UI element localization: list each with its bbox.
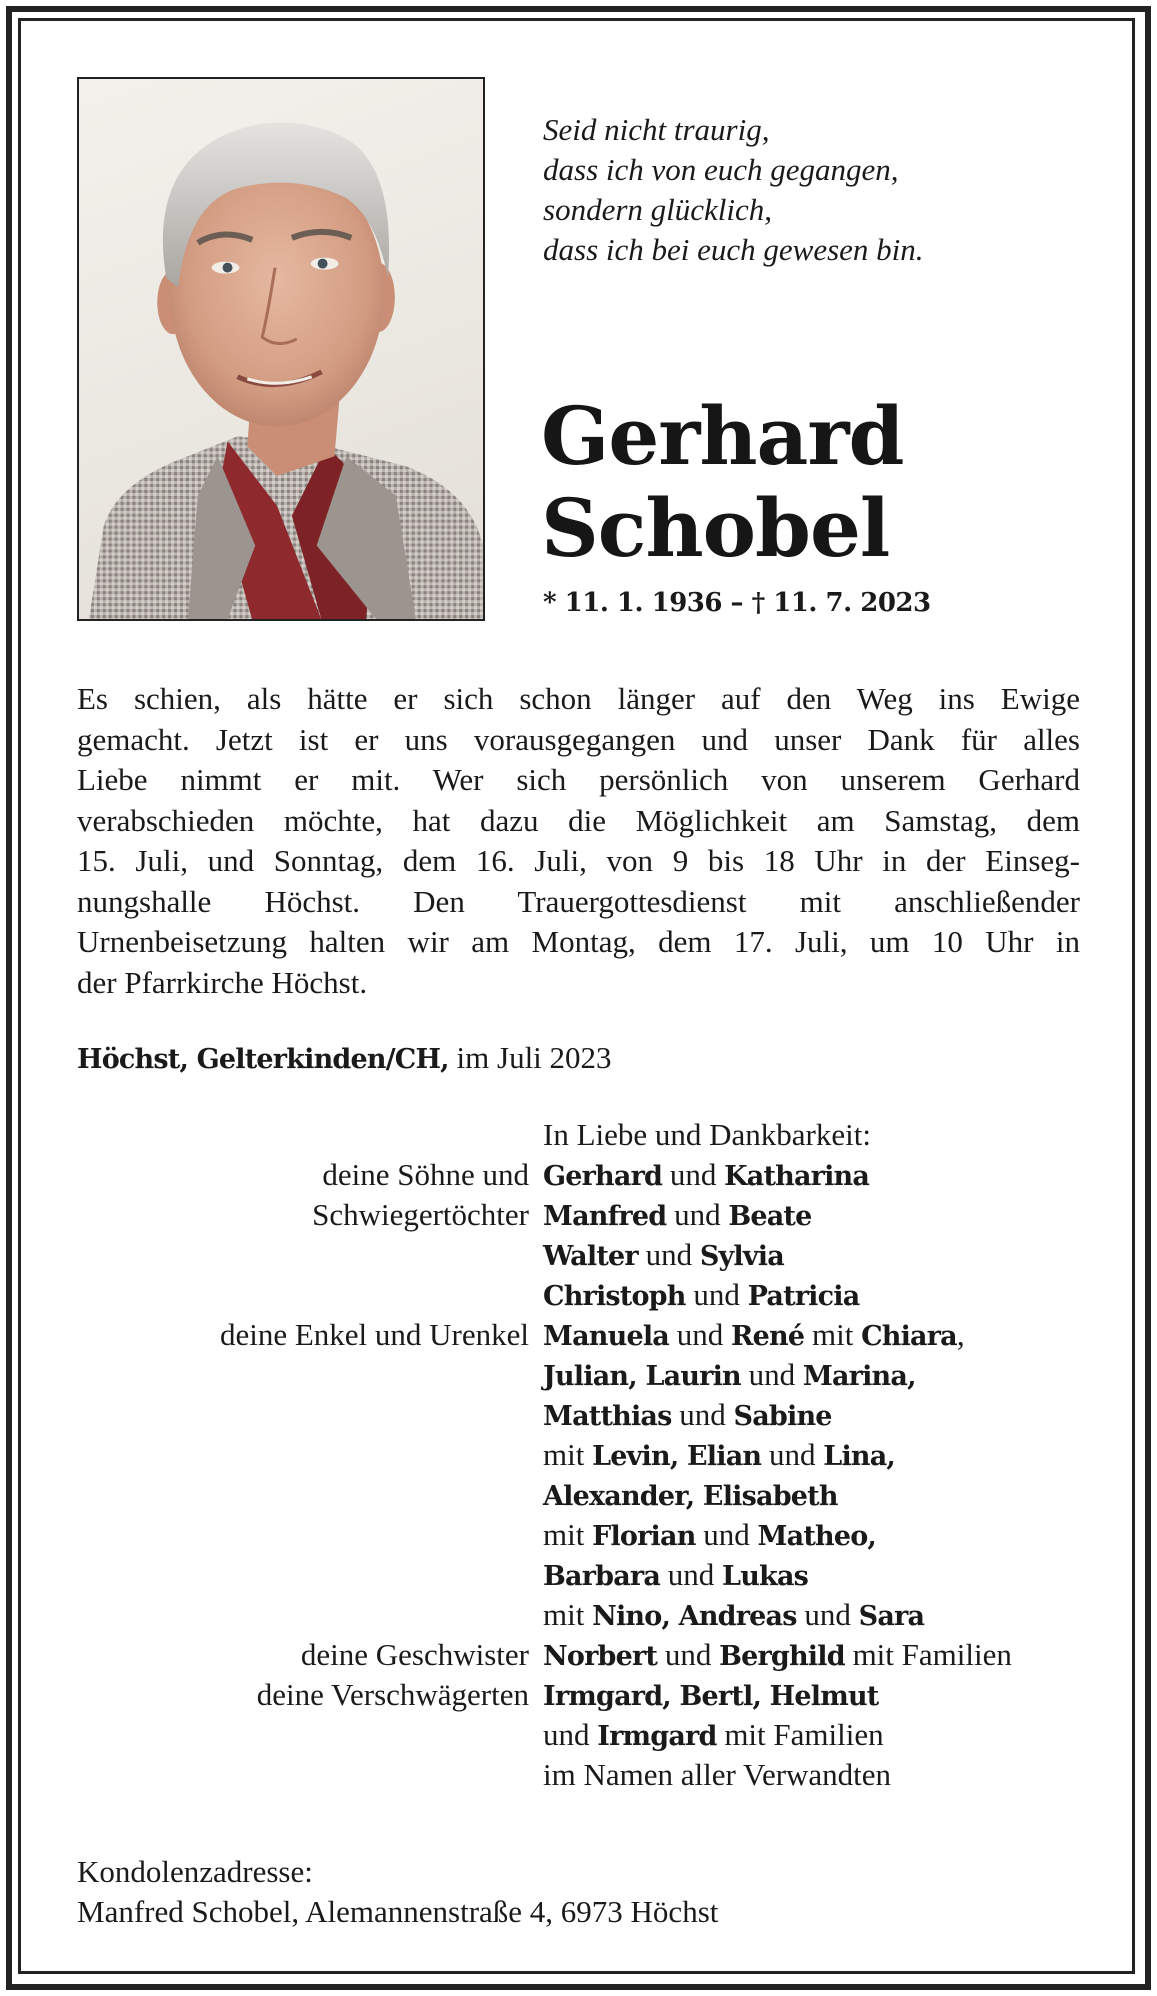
family-member-name: Alexander, Elisabeth — [543, 1481, 838, 1512]
family-names — [543, 1715, 884, 1757]
family-member-name: Marina, — [802, 1361, 916, 1392]
family-member-name: Norbert — [543, 1641, 658, 1672]
family-connector: mit — [543, 1437, 593, 1472]
first-name: Gerhard — [541, 389, 904, 483]
place-locations: Höchst, Gelterkinden/CH, — [77, 1044, 449, 1075]
text-line: Urnenbeisetzung halten wir am Montag, dem 17. Juli, um 10 Uhr in — [77, 924, 1080, 959]
family-connector: und — [685, 1277, 748, 1312]
quote-line: dass ich bei euch gewesen bin. — [543, 232, 924, 267]
text-line: der Pfarrkirche Höchst. — [77, 964, 368, 1000]
family-connector: und — [637, 1237, 700, 1272]
family-connector: und — [761, 1437, 824, 1472]
family-connector: mit — [543, 1597, 593, 1632]
mourners-list — [0, 1115, 1157, 1795]
family-member-name: Christoph — [543, 1281, 686, 1312]
family-intro-row — [0, 1115, 1157, 1155]
family-row — [0, 1395, 1157, 1435]
family-connector: , — [956, 1317, 965, 1352]
family-member-name: Sara — [858, 1601, 925, 1632]
family-member-name: Sylvia — [699, 1241, 784, 1272]
family-connector: mit — [804, 1317, 862, 1352]
family-row — [0, 1715, 1157, 1755]
family-connector: und — [666, 1197, 729, 1232]
family-row — [0, 1235, 1157, 1275]
family-member-name: Manfred — [543, 1201, 667, 1232]
family-names — [543, 1315, 965, 1357]
family-member-name: Beate — [728, 1201, 812, 1232]
portrait-illustration — [79, 79, 483, 619]
family-row — [0, 1155, 1157, 1195]
family-member-name: Lina, — [823, 1441, 896, 1472]
condolence-address — [77, 1852, 718, 1932]
family-connector: und — [657, 1637, 720, 1672]
family-member-name: Gerhard — [543, 1161, 663, 1192]
family-member-name: Julian, Laurin — [543, 1361, 741, 1392]
family-names — [543, 1595, 924, 1637]
family-relation: deine Geschwister — [300, 1637, 529, 1672]
announcement-text — [77, 679, 1080, 1003]
family-row — [0, 1435, 1157, 1475]
family-names — [543, 1475, 838, 1517]
family-relation: deine Verschwägerten — [256, 1677, 529, 1712]
family-member-name: Patricia — [747, 1281, 860, 1312]
family-member-name: Irmgard — [597, 1721, 717, 1752]
family-row — [0, 1315, 1157, 1355]
family-names — [543, 1755, 891, 1795]
family-member-name: René — [730, 1321, 805, 1352]
family-member-name: Matheo, — [757, 1521, 877, 1552]
text-line: gemacht. Jetzt ist er uns vorausgegangen und unser Dank für alles — [77, 721, 1080, 757]
quote-line: Seid nicht traurig, — [543, 112, 770, 147]
family-row — [0, 1755, 1157, 1795]
quote-line: dass ich von euch gegangen, — [543, 152, 899, 187]
family-member-name: Levin, Elian — [592, 1441, 762, 1472]
family-row — [0, 1515, 1157, 1555]
family-names — [543, 1515, 876, 1557]
place-and-date — [77, 1040, 612, 1076]
family-names — [543, 1675, 878, 1717]
text-line: Liebe nimmt er mit. Wer sich persönlich von unserem Gerhard — [77, 762, 1080, 797]
family-connector: im Namen aller Verwandten — [543, 1757, 892, 1792]
family-row — [0, 1555, 1157, 1595]
family-names — [543, 1195, 811, 1237]
family-connector: mit Familien — [844, 1637, 1012, 1672]
family-member-name: Walter — [543, 1241, 638, 1272]
family-intro: In Liebe und Dankbarkeit: — [543, 1117, 871, 1152]
family-row — [0, 1595, 1157, 1635]
quote-line: sondern glücklich, — [543, 192, 773, 227]
family-connector: und — [671, 1397, 734, 1432]
family-row — [0, 1275, 1157, 1315]
text-line: 15. Juli, und Sonntag, dem 16. Juli, von 9 bis 18 Uhr in der Einseg- — [77, 843, 1080, 878]
text-line: verabschieden möchte, hat dazu die Möglichkeit am Samstag, dem — [77, 802, 1080, 838]
family-member-name: Matthias — [543, 1401, 672, 1432]
family-row — [0, 1355, 1157, 1395]
life-dates: * 11. 1. 1936 – † 11. 7. 2023 — [543, 588, 931, 618]
family-names — [543, 1275, 859, 1317]
family-row — [0, 1635, 1157, 1675]
family-names — [543, 1435, 895, 1477]
family-names — [543, 1155, 869, 1197]
family-member-name: Chiara — [861, 1321, 957, 1352]
place-month: im Juli 2023 — [456, 1040, 612, 1075]
text-line: nungshalle Höchst. Den Trauergottesdienst mit anschließender — [77, 883, 1080, 919]
family-names — [543, 1395, 832, 1437]
family-relation: deine Enkel und Urenkel — [219, 1317, 529, 1352]
family-member-name: Katharina — [724, 1161, 870, 1192]
family-connector: mit Familien — [716, 1717, 884, 1752]
family-connector: und — [660, 1557, 723, 1592]
family-names — [543, 1355, 916, 1397]
family-member-name: Barbara — [543, 1561, 661, 1592]
family-names — [543, 1555, 808, 1597]
family-connector: und — [695, 1517, 758, 1552]
family-connector: und — [662, 1157, 725, 1192]
family-names — [543, 1635, 1012, 1677]
family-connector: und — [543, 1717, 598, 1752]
family-relation: Schwiegertöchter — [312, 1197, 529, 1232]
deceased-name — [541, 390, 903, 574]
family-member-name: Irmgard, Bertl, Helmut — [543, 1681, 879, 1712]
family-member-name: Nino, Andreas — [592, 1601, 797, 1632]
family-connector: mit — [543, 1517, 593, 1552]
condolence-label: Kondolenzadresse: — [77, 1854, 313, 1889]
portrait-photo — [77, 77, 485, 621]
family-connector: und — [668, 1317, 731, 1352]
family-member-name: Berghild — [719, 1641, 845, 1672]
family-connector: und — [740, 1357, 803, 1392]
family-member-name: Manuela — [543, 1321, 669, 1352]
memorial-quote — [543, 110, 924, 270]
text-line: Es schien, als hätte er sich schon länger auf den Weg ins Ewige — [77, 681, 1080, 716]
family-names — [543, 1235, 784, 1277]
family-connector: und — [796, 1597, 859, 1632]
family-member-name: Lukas — [722, 1561, 809, 1592]
family-member-name: Sabine — [733, 1401, 832, 1432]
condolence-address-line: Manfred Schobel, Alemannenstraße 4, 6973 Höchst — [77, 1894, 719, 1929]
family-row — [0, 1475, 1157, 1515]
family-row — [0, 1195, 1157, 1235]
family-row — [0, 1675, 1157, 1715]
family-relation: deine Söhne und — [322, 1157, 529, 1192]
last-name: Schobel — [541, 481, 890, 575]
family-member-name: Florian — [592, 1521, 696, 1552]
